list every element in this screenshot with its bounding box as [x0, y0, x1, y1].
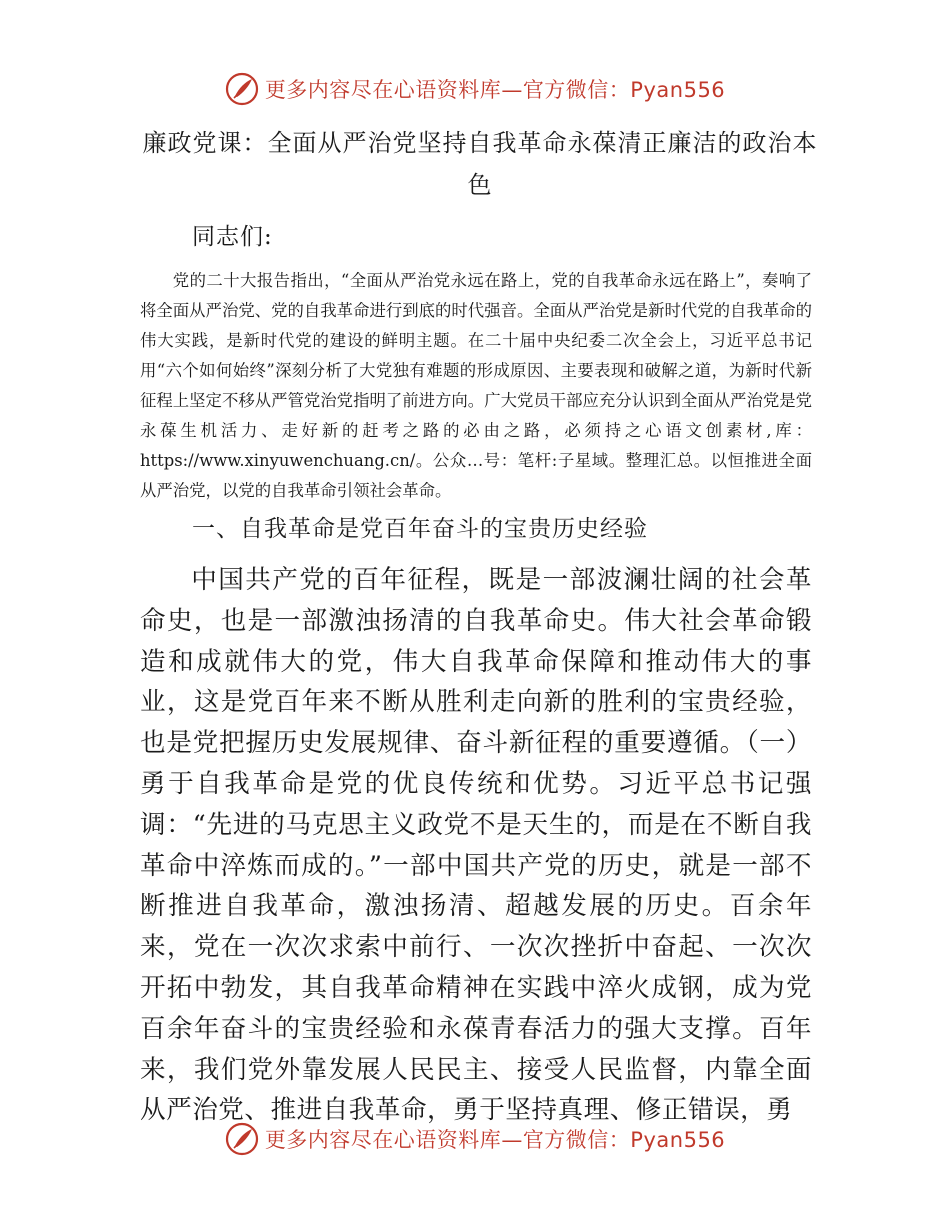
- quill-logo-icon: [225, 72, 259, 106]
- document-title: 廉政党课：全面从严治党坚持自我革命永葆清正廉洁的政治本色: [142, 129, 818, 199]
- section-heading: 一、自我革命是党百年奋斗的宝贵历史经验: [192, 516, 648, 542]
- watermark-text: 更多内容尽在心语资料库—官方微信：Pyan556: [264, 1128, 726, 1152]
- watermark-text: 更多内容尽在心语资料库—官方微信：Pyan556: [264, 78, 726, 102]
- intro-paragraph: 党的二十大报告指出，“全面从严治党永远在路上，党的自我革命永远在路上”，奏响了将全面从严治党、党的自我革命进行到底的时代强音。全面从严治党是新时代党的自我革命的伟大实践，是新时代党的建设的鲜明主题。在二十届中央纪委二次全会上，习近平总书记用“六个如何始终”深刻分析了大党独有难题的形成原因、主要表现和破解之道，为新时代新征程上坚定不移从严管党治党指明了前进方向。广大党员干部应充分认识到全面从严治党是党永葆生机活力、走好新的赶考之路的必由之路，必须持之心语文创素材,库：https://www.xinyuwenchuang.cn/。公众…号：笔杆:子星域。整理汇总。以恒推进全面从严治党，以党的自我革命引领社会革命。: [140, 271, 813, 500]
- greeting: 同志们:: [192, 224, 273, 250]
- footer-watermark: [0, 1122, 950, 1156]
- quill-logo-icon: [225, 1122, 259, 1156]
- body-paragraph: 中国共产党的百年征程，既是一部波澜壮阔的社会革命史，也是一部激浊扬清的自我革命史。伟大社会革命锻造和成就伟大的党，伟大自我革命保障和推动伟大的事业，这是党百年来不断从胜利走向新的胜利的宝贵经验，也是党把握历史发展规律、奋斗新征程的重要遵循。（一）勇于自我革命是党的优良传统和优势。习近平总书记强调：“先进的马克思主义政党不是天生的，而是在不断自我革命中淬炼而成的。”一部中国共产党的历史，就是一部不断推进自我革命，激浊扬清、超越发展的历史。百余年来，党在一次次求索中前行、一次次挫折中奋起、一次次开拓中勃发，其自我革命精神在实践中淬火成钢，成为党百余年奋斗的宝贵经验和永葆青春活力的强大支撑。百年来，我们党外靠发展人民民主、接受人民监督，内靠全面从严治党、推进自我革命，勇于坚持真理、修正错误，勇: [140, 565, 812, 1126]
- header-watermark: [0, 72, 950, 106]
